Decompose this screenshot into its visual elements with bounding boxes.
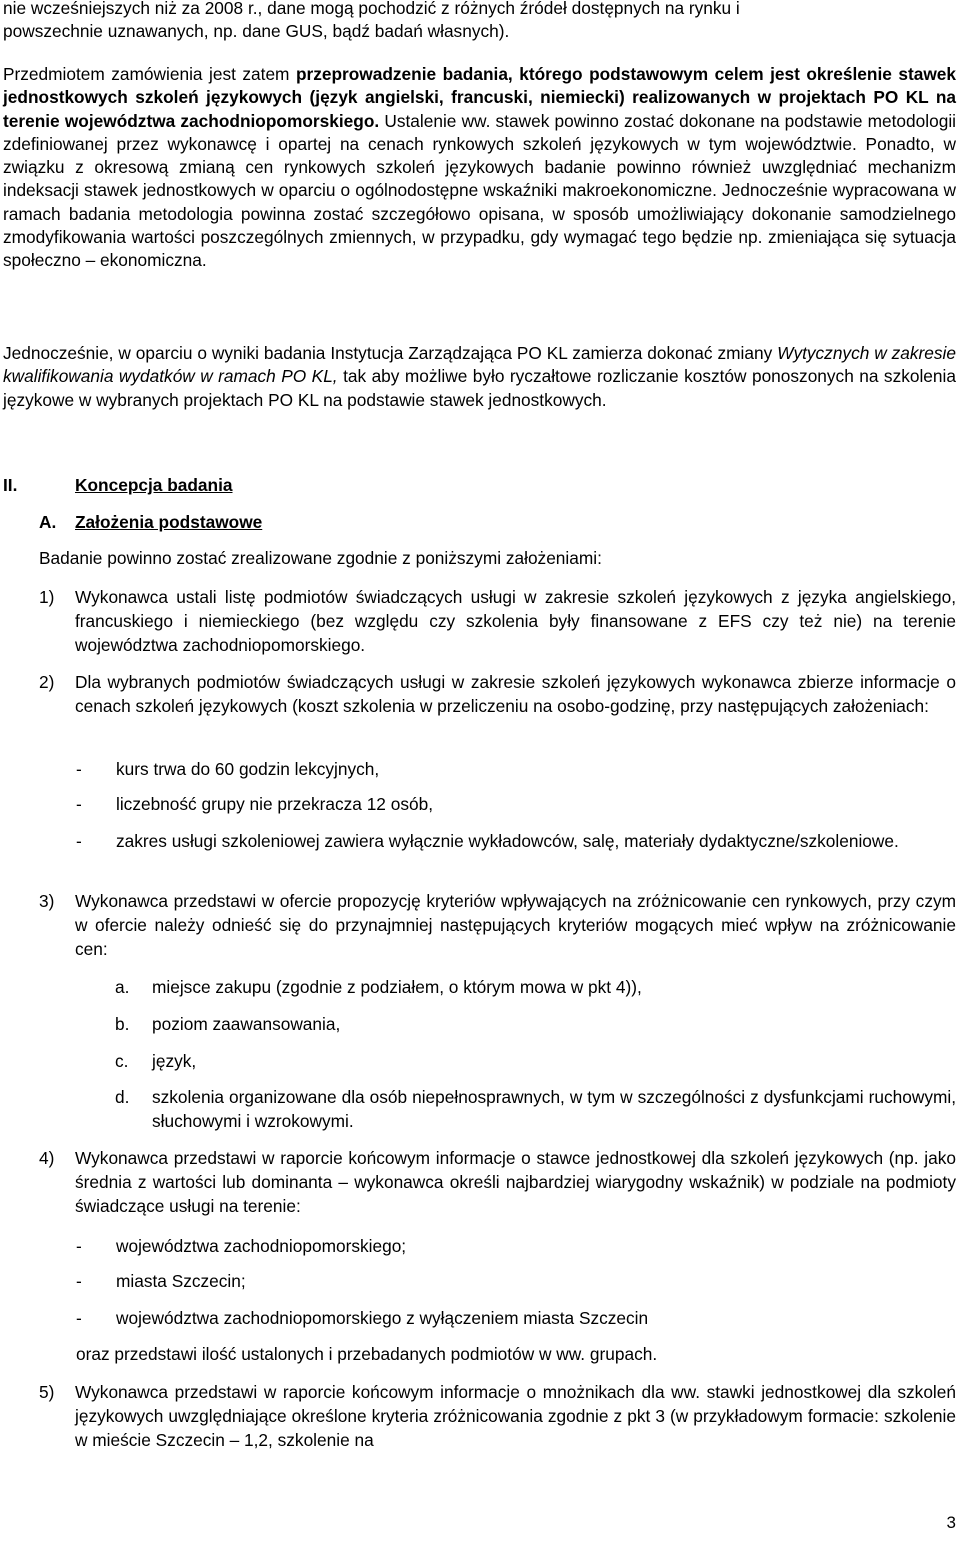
list-marker: 3)	[39, 891, 55, 911]
list-item	[76, 829, 956, 853]
list-item-text: zakres usługi szkoleniowej zawiera wyłącznie wykładowców, salę, materiały dydaktyczne/szkoleniowe.	[116, 831, 899, 851]
list-item-text: poziom zaawansowania,	[152, 1014, 341, 1034]
list-item-text: województwa zachodniopomorskiego;	[116, 1236, 407, 1256]
dash-marker: -	[76, 794, 82, 814]
institution-paragraph	[3, 342, 956, 412]
list-item-text: Dla wybranych podmiotów świadczących usługi w zakresie szkoleń językowych wykonawca zbierze informacje o cenach szkoleń językowych (koszt szkolenia w przeliczeniu na osobo-godzinę, przy następujących założeniach:	[75, 672, 956, 716]
list-item-text: województwa zachodniopomorskiego z wyłączeniem miasta Szczecin	[116, 1308, 649, 1328]
section-heading	[3, 474, 603, 497]
list-item-text: Wykonawca przedstawi w raporcie końcowym informacje o mnożnikach dla ww. stawki jednostkowej dla szkoleń językowych uwzględniające określone kryteria zróżnicowania zgodnie z pkt 3 (w przykładowym formacie: szkolenie w mieście Szczecin – 1,2, szkolenie na	[75, 1382, 956, 1450]
list-item	[39, 585, 956, 657]
section-number: II.	[3, 475, 18, 495]
list-item-text: liczebność grupy nie przekracza 12 osób,	[116, 794, 433, 814]
list-marker: 2)	[39, 672, 55, 692]
list-item	[39, 1146, 956, 1218]
list-marker: 1)	[39, 587, 55, 607]
text-line: nie wcześniejszych niż za 2008 r., dane mogą pochodzić z różnych źródeł dostępnych na rynku i	[3, 0, 740, 18]
institution-text-a: Jednocześnie, w oparciu o wyniki badania Instytucja Zarządzająca PO KL zamierza dokonać zmiany	[3, 343, 778, 363]
institution-italic: Wytycznych w zakresie kwalifikowania wydatków w ramach PO KL,	[3, 343, 956, 387]
list-item-text: miasta Szczecin;	[116, 1271, 246, 1291]
list-item	[115, 1049, 956, 1073]
subject-intro: Przedmiotem zamówienia jest zatem	[3, 64, 296, 84]
dash-marker: -	[76, 1271, 82, 1291]
subsection-letter: A.	[39, 512, 57, 532]
list-item	[76, 1269, 956, 1293]
list-item	[76, 1234, 956, 1258]
letter-marker: d.	[115, 1087, 130, 1107]
subsection-title: Założenia podstawowe	[75, 512, 263, 532]
list-item-text: miejsce zakupu (zgodnie z podziałem, o którym mowa w pkt 4)),	[152, 977, 642, 997]
list-item	[76, 792, 956, 816]
dash-marker: -	[76, 1236, 82, 1256]
subject-bold: przeprowadzenie badania, którego podstawowym celem jest określenie stawek jednostkowych szkoleń językowych (język angielski, francuski, niemiecki) realizowanych w projektach PO KL na terenie województwa zachodniopomorskiego.	[3, 64, 956, 131]
institution-text-b: tak aby możliwe było ryczałtowe rozliczanie kosztów ponoszonych na szkolenia językowe w wybranych projektach PO KL na podstawie stawek jednostkowych.	[3, 366, 956, 410]
subject-paragraph	[3, 63, 956, 273]
list-marker: 5)	[39, 1382, 55, 1402]
dash-marker: -	[76, 759, 82, 779]
after-list-text: oraz przedstawi ilość ustalonych i przebadanych podmiotów w ww. grupach.	[76, 1344, 658, 1364]
list-item	[39, 1380, 956, 1452]
list-item-text: Wykonawca przedstawi w raporcie końcowym informacje o stawce jednostkowej dla szkoleń językowych (np. jako średnia z wartości lub dominanta – wykonawca określi najbardziej wiarygodny wskaźnik) w podziale na podmioty świadczące usługi na terenie:	[75, 1148, 956, 1216]
text-line: powszechnie uznawanych, np. dane GUS, bądź badań własnych).	[3, 21, 510, 41]
list-item	[115, 1012, 956, 1036]
section-title: Koncepcja badania	[75, 475, 233, 495]
subject-rest: Ustalenie ww. stawek powinno zostać dokonane na podstawie metodologii zdefiniowanej przez wykonawcę i opartej na cenach rynkowych szkoleń językowych w tym województwie. Ponadto, w związku z okresową zmianą cen rynkowych szkoleń językowych badanie powinno również uwzględniać mechanizm indeksacji stawek jednostkowych w oparciu o ogólnodostępne wskaźniki makroekonomiczne. Jednocześnie wypracowana w ramach badania metodologia powinna zostać szczegółowo opisana, w sposób umożliwiający dokonanie samodzielnego zmodyfikowania wartości poszczególnych zmiennych, w przypadku, gdy wymagać tego będzie np. zmieniająca się sytuacja społeczno – ekonomiczna.	[3, 110, 957, 271]
letter-marker: c.	[115, 1051, 129, 1071]
dash-marker: -	[76, 1308, 82, 1328]
list-item-text: Wykonawca ustali listę podmiotów świadczących usługi w zakresie szkoleń językowych z języka angielskiego, francuskiego i niemieckiego (bez względu czy szkolenia były finansowane z EFS czy też nie) na terenie województwa zachodniopomorskiego.	[75, 587, 956, 655]
list-marker: 4)	[39, 1148, 55, 1168]
list-item-text: Wykonawca przedstawi w ofercie propozycję kryteriów wpływających na zróżnicowanie cen rynkowych, przy czym w ofercie należy odnieść się do przynajmniej następujących kryteriów mogących mieć wpływ na zróżnicowanie cen:	[75, 891, 956, 959]
list-item-text: kurs trwa do 60 godzin lekcyjnych,	[116, 759, 380, 779]
letter-marker: b.	[115, 1014, 130, 1034]
intro-line: Badanie powinno zostać zrealizowane zgodnie z poniższymi założeniami:	[39, 548, 602, 568]
list-item	[76, 1306, 956, 1330]
letter-marker: a.	[115, 977, 130, 997]
list-item	[115, 1085, 956, 1133]
dash-marker: -	[76, 831, 82, 851]
subsection-heading	[39, 511, 262, 534]
list-item	[76, 757, 956, 781]
list-item-text: język,	[152, 1051, 197, 1071]
list-item	[39, 889, 956, 961]
list-item	[39, 670, 956, 718]
list-item-text: szkolenia organizowane dla osób niepełnosprawnych, w tym w szczególności z dysfunkcjami ruchowymi, słuchowymi i wzrokowymi.	[152, 1087, 956, 1131]
list-item	[115, 975, 956, 999]
page-number: 3	[946, 1513, 956, 1532]
